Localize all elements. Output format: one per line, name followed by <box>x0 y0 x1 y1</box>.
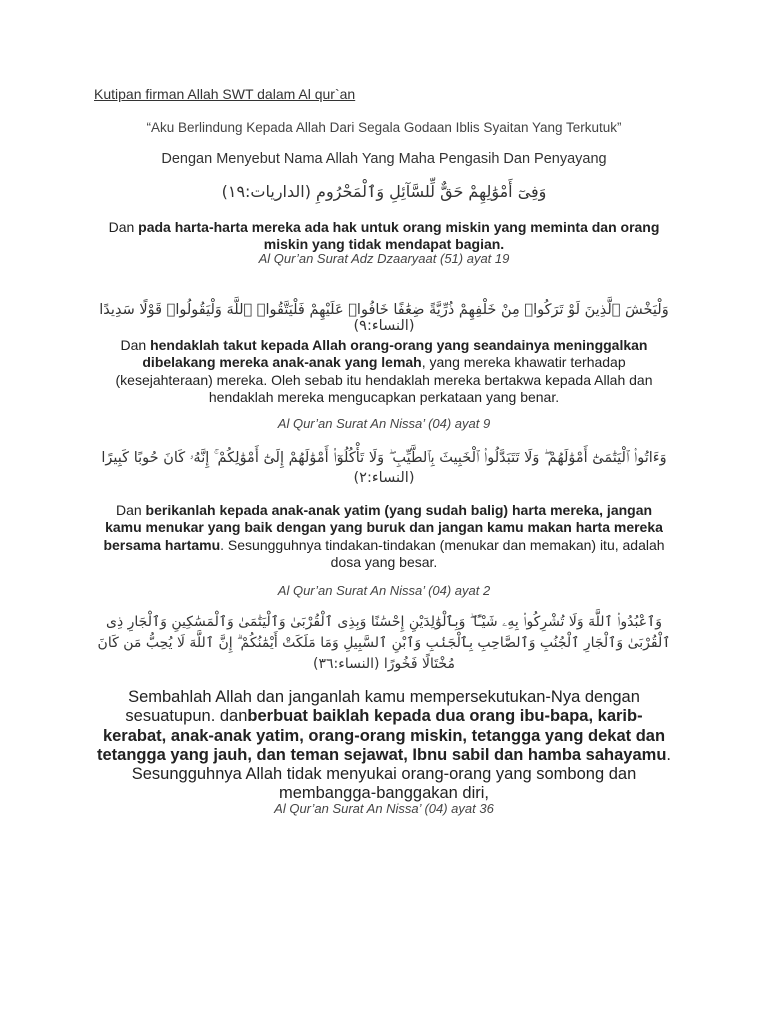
arabic-verse-1: وَفِىٓ أَمْوَٰلِهِمْ حَقٌّ لِّلسَّآئِلِ وَٱلْمَحْرُومِ (الداريات:١٩) <box>221 182 547 201</box>
basmalah-line: Dengan Menyebut Nama Allah Yang Maha Pengasih Dan Penyayang <box>161 151 607 167</box>
translation-4-bold: berbuat baiklah kepada dua orang ibu-bapa, karib-kerabat, anak-anak yatim, orang-orang miskin, tetangga yang dekat dan tetangga yang jauh, dan teman sejawat, Ibnu sabil dan hamba sahayamu <box>97 707 667 764</box>
translation-1-pre: Dan <box>108 219 139 235</box>
document-heading: Kutipan firman Allah SWT dalam Al qur`an <box>94 86 356 102</box>
translation-3-pre: Dan <box>115 502 146 518</box>
reference-3: Al Qur’an Surat An Nissa’ (04) ayat 2 <box>277 583 491 598</box>
arabic-verse-2: وَلْيَخْشَ ٱلَّذِينَ لَوْ تَرَكُوا۟ مِنْ خَلْفِهِمْ ذُرِّيَّةً ضِعَٰفًا خَافُوا۟ عَلَيْهِمْ فَلْيَتَّقُوا۟ ٱللَّهَ وَلْيَقُولُوا۟ قَوْلًا سَدِيدًا (النساء:٩) <box>99 302 669 334</box>
reference-1: Al Qur’an Surat Adz Dzaaryaat (51) ayat 19 <box>258 251 510 266</box>
translation-4 <box>96 688 672 804</box>
translation-3 <box>96 502 672 571</box>
taawwudh-line: “Aku Berlindung Kepada Allah Dari Segala Godaan Iblis Syaitan Yang Terkutuk” <box>146 120 622 135</box>
translation-4-pre: Sembahlah Allah dan janganlah kamu mempersekutukan-Nya dengan sesuatupun. dan <box>125 688 640 726</box>
translation-3-bold: berikanlah kepada anak-anak yatim (yang sudah balig) harta mereka, jangan kamu menukar yang baik dengan yang buruk dan jangan kamu makan harta mereka bersama hartamu <box>103 502 663 553</box>
arabic-verse-4: وَٱعْبُدُوا۟ ٱللَّهَ وَلَا تُشْرِكُوا۟ بِهِۦ شَيْـًٔا ۖ وَبِٱلْوَٰلِدَيْنِ إِحْسَٰنًا وَبِذِى ٱلْقُرْبَىٰ وَٱلْيَتَٰمَىٰ وَٱلْمَسَٰكِينِ وَٱلْجَارِ ذِى ٱلْقُرْبَىٰ وَٱلْجَارِ ٱلْجُنُبِ وَٱلصَّاحِبِ بِٱلْجَنۢبِ وَٱبْنِ ٱلسَّبِيلِ وَمَا مَلَكَتْ أَيْمَٰنُكُمْ ۗ إِنَّ ٱللَّهَ لَا يُحِبُّ مَن كَانَ مُخْتَالًا فَخُورًا (النساء:٣٦) <box>97 614 671 672</box>
reference-4: Al Qur’an Surat An Nissa’ (04) ayat 36 <box>274 801 494 816</box>
translation-1-bold: pada harta-harta mereka ada hak untuk orang miskin yang meminta dan orang miskin yang tidak mendapat bagian. <box>138 219 660 252</box>
reference-2: Al Qur’an Surat An Nissa’ (04) ayat 9 <box>277 416 491 431</box>
translation-2-bold: hendaklah takut kepada Allah orang-orang yang seandainya meninggalkan dibelakang mereka anak-anak yang lemah <box>142 337 648 371</box>
translation-4-post: . Sesungguhnya Allah tidak menyukai orang-orang yang sombong dan membangga-banggakan diri, <box>131 745 671 803</box>
translation-2-pre: Dan <box>120 337 151 353</box>
translation-2 <box>96 337 672 406</box>
arabic-verse-3: وَءَاتُوا۟ ٱلْيَتَٰمَىٰٓ أَمْوَٰلَهُمْ ۖ وَلَا تَتَبَدَّلُوا۟ ٱلْخَبِيثَ بِٱلطَّيِّبِ ۖ وَلَا تَأْكُلُوٓا۟ أَمْوَٰلَهُمْ إِلَىٰٓ أَمْوَٰلِكُمْ ۚ إِنَّهُۥ كَانَ حُوبًا كَبِيرًا (النساء:٢) <box>101 450 667 486</box>
translation-3-post: . Sesungguhnya tindakan-tindakan (menukar dan memakan) itu, adalah dosa yang besar. <box>220 536 665 570</box>
translation-1 <box>96 219 672 253</box>
translation-2-post: , yang mereka khawatir terhadap (kesejahteraan) mereka. Oleh sebab itu hendaklah mereka bertakwa kepada Allah dan hendaklah mereka mengucapkan perkataan yang benar. <box>115 354 653 405</box>
